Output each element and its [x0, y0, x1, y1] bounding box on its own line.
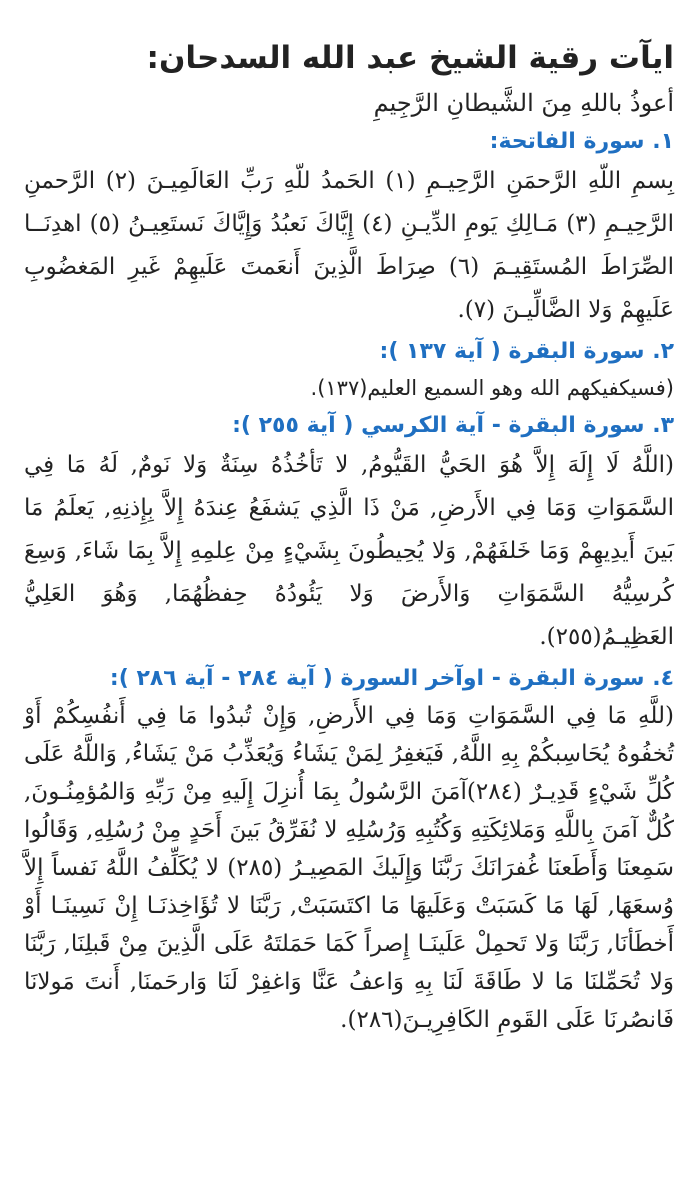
isti'adha-line: أعوذُ باللهِ مِنَ الشَّيطانِ الرَّجِيمِ: [373, 89, 674, 117]
section-heading-ayat-al-kursi: ٣. سورة البقرة - آية الكرسي ( آية ٢٥٥ ):: [232, 413, 674, 438]
document-title: ايآت رقية الشيخ عبد الله السدحان:: [146, 40, 674, 76]
section-heading-baqarah-137: ٢. سورة البقرة ( آية ١٣٧ ):: [379, 339, 674, 364]
verse-text-baqarah-137: (فسيكفيكهم الله وهو السميع العليم(١٣٧).: [310, 376, 674, 400]
verse-text-ayat-al-kursi: (اللَّهُ لَا إِلَهَ إِلاَّ هُوَ الحَيُّ القَيُّومُ, لا تَأخُذُهُ سِنَةٌ وَلا نَومٌ, لَهُ مَا فِي السَّمَوَاتِ وَمَا فِي الأَرضِ, مَنْ ذَا الَّذِي يَشفَعُ عِندَهُ إِلاَّ بِإِذنِهِ, يَعلَمُ مَا بَينَ أَيدِيهِمْ وَمَا خَلفَهُمْ, وَلا يُحِيطُونَ بِشَيْءٍ مِنْ عِلمِهِ إِلاَّ بِمَا شَاءَ, وَسِعَ كُرسِيُّهُ السَّمَوَاتِ وَالأَرضَ وَلا يَئُودُهُ حِفظُهُمَا, وَهُوَ العَلِيُّ العَظِيـمُ(٢٥٥).: [24, 452, 674, 650]
section-heading-fatiha: ١. سورة الفاتحة:: [489, 129, 674, 154]
verse-text-fatiha: بِسمِ اللّهِ الرَّحمَنِ الرَّحِيـمِ (١) الحَمدُ للّهِ رَبِّ العَالَمِيـنَ (٢) الرَّحمنِ الرَّحِيـمِ (٣) مَـالِكِ يَومِ الدِّيـنِ (٤) إِيَّاكَ نَعبُدُ وَإِيَّاكَ نَستَعِيـنُ (٥) اهدِنَــا الصِّرَاطَ المُستَقِيـمَ (٦) صِرَاطَ الَّذِينَ أَنعَمتَ عَلَيهِمْ غَيرِ المَغضُوبِ عَلَيهِمْ وَلا الضَّالِّيـنَ (٧).: [24, 168, 675, 323]
verse-text-baqarah-ending: (للَّهِ مَا فِي السَّمَوَاتِ وَمَا فِي الأَرضِ, وَإِنْ تُبدُوا مَا فِي أَنفُسِكُمْ أَوْ تُخفُوهُ يُحَاسِبكُمْ بِهِ اللَّهُ, فَيَغفِرُ لِمَنْ يَشَاءُ وَيُعَذِّبُ مَنْ يَشَاءُ, وَاللَّهُ عَلَى كُلِّ شَيْءٍ قَدِيـرٌ (٢٨٤)آمَنَ الرَّسُولُ بِمَا أُنزِلَ إِلَيهِ مِنْ رَبِّهِ وَالمُؤمِنُـونَ, كُلٌّ آمَنَ بِاللَّهِ وَمَلائِكَتِهِ وَكُتُبِهِ وَرُسُلِهِ لا نُفَرِّقُ بَينَ أَحَدٍ مِنْ رُسُلِهِ, وَقَالُوا سَمِعنَا وَأَطَعنَا غُفرَانَكَ رَبَّنَا وَإِلَيكَ المَصِيـرُ (٢٨٥) لا يُكَلِّفُ اللَّهُ نَفساً إِلاَّ وُسعَهَا, لَهَا مَا كَسَبَتْ وَعَلَيهَا مَا اكتَسَبَتْ, رَبَّنَا لا تُؤَاخِذنَـا إِنْ نَسِينَـا أَوْ أَخطَأنَا, رَبَّنَا وَلا تَحمِلْ عَلَينَـا إِصراً كَمَا حَمَلتَهُ عَلَى الَّذِينَ مِنْ قَبلِنَا, رَبَّنَا وَلا تُحَمِّلنَا مَا لا طَاقَةَ لَنَا بِهِ وَاعفُ عَنَّا وَاغفِرْ لَنَا وَارحَمنَا, أَنتَ مَولانَا فَانصُرنَا عَلَى القَومِ الكَافِرِيـنَ(٢٨٦).: [24, 703, 674, 1033]
section-heading-baqarah-ending: ٤. سورة البقرة - اوآخر السورة ( آية ٢٨٤ - آية ٢٨٦ ):: [109, 666, 674, 691]
